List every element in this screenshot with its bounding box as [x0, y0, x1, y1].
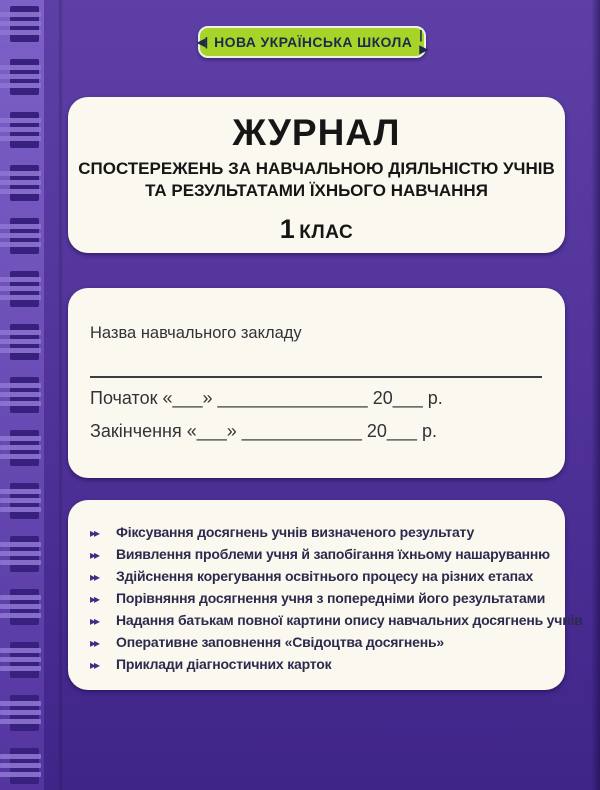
feature-item	[90, 546, 551, 568]
binding-wire-icon	[0, 21, 41, 26]
binding-wire-icon	[0, 348, 41, 353]
binding-wire-icon	[0, 242, 41, 247]
binding-wire-icon	[0, 551, 41, 556]
binding-wire-icon	[0, 12, 41, 17]
binding-wire-icon	[0, 648, 41, 653]
end-date-line: Закінчення «___» ____________ 20___ р.	[90, 421, 437, 441]
badge-right-arrow-icon: |▶	[419, 28, 428, 56]
binding-wire-icon	[0, 666, 41, 671]
binding-wire-icon	[0, 74, 41, 79]
binding-wire-icon	[0, 719, 41, 724]
binding-wire-icon	[0, 286, 41, 291]
binding-wire-icon	[0, 339, 41, 344]
start-date-line: Початок «___» _______________ 20___ р.	[90, 388, 443, 408]
double-chevron-bullet-icon: ▸▸	[90, 570, 99, 584]
binding-wire-icon	[0, 436, 41, 441]
binding-wire-icon	[0, 507, 41, 512]
badge-left-arrow-icon: ◀|	[196, 35, 208, 49]
binding-coil-unit	[0, 695, 44, 731]
feature-text: Виявлення проблеми учня й запобігання їхньому нашаруванню	[116, 546, 550, 562]
spiral-binding-rail	[0, 0, 44, 790]
binding-wire-icon	[0, 295, 41, 300]
binding-coil-unit	[0, 112, 44, 148]
binding-coil-unit	[0, 6, 44, 42]
binding-wire-icon	[0, 83, 41, 88]
binding-wire-icon	[0, 710, 41, 715]
binding-wire-icon	[0, 118, 41, 123]
school-name-label: Назва навчального закладу	[90, 324, 302, 342]
binding-coil-unit	[0, 536, 44, 572]
cover-fold-shadow	[58, 0, 63, 790]
binding-coil-unit	[0, 218, 44, 254]
binding-wire-icon	[0, 498, 41, 503]
binding-coil-unit	[0, 324, 44, 360]
title-card	[68, 97, 565, 253]
binding-coil-unit	[0, 377, 44, 413]
binding-wire-icon	[0, 30, 41, 35]
binding-coil-unit	[0, 165, 44, 201]
cover-right-edge-shadow	[591, 0, 600, 790]
binding-wire-icon	[0, 171, 41, 176]
binding-wire-icon	[0, 277, 41, 282]
binding-wire-icon	[0, 189, 41, 194]
double-chevron-bullet-icon: ▸▸	[90, 636, 99, 650]
school-name-blank-line	[90, 376, 542, 378]
binding-wire-icon	[0, 445, 41, 450]
double-chevron-bullet-icon: ▸▸	[90, 614, 99, 628]
feature-item	[90, 612, 583, 634]
feature-text: Порівняння досягнення учня з попередніми його результатами	[116, 590, 546, 606]
binding-wire-icon	[0, 180, 41, 185]
grade-line	[68, 214, 565, 245]
binding-wire-icon	[0, 657, 41, 662]
binding-wire-icon	[0, 754, 41, 759]
binding-coil-unit	[0, 59, 44, 95]
binding-coil-unit	[0, 589, 44, 625]
journal-subtitle-line2: ТА РЕЗУЛЬТАТАМИ ЇХНЬОГО НАВЧАННЯ	[145, 180, 488, 200]
binding-wire-icon	[0, 604, 41, 609]
journal-title: ЖУРНАЛ	[232, 112, 401, 153]
nus-series-badge	[198, 26, 426, 58]
binding-wire-icon	[0, 595, 41, 600]
feature-item	[90, 568, 551, 590]
binding-wire-icon	[0, 383, 41, 388]
double-chevron-bullet-icon: ▸▸	[90, 526, 99, 540]
binding-wire-icon	[0, 65, 41, 70]
feature-item	[90, 634, 551, 656]
school-info-card	[68, 288, 565, 478]
grade-label: КЛАС	[299, 221, 354, 243]
binding-wire-icon	[0, 763, 41, 768]
grade-number: 1	[279, 213, 295, 244]
feature-text: Надання батькам повної картини опису навчальних досягнень учнів	[116, 612, 583, 628]
feature-item	[90, 656, 551, 678]
badge-label: НОВА УКРАЇНСЬКА ШКОЛА	[214, 34, 413, 50]
feature-text: Оперативне заповнення «Свідоцтва досягнень»	[116, 634, 444, 650]
double-chevron-bullet-icon: ▸▸	[90, 658, 99, 672]
binding-coil-unit	[0, 642, 44, 678]
binding-coil-unit	[0, 271, 44, 307]
binding-wire-icon	[0, 454, 41, 459]
journal-subtitle-line1: СПОСТЕРЕЖЕНЬ ЗА НАВЧАЛЬНОЮ ДІЯЛЬНІСТЮ УЧНІВ	[78, 158, 555, 178]
binding-wire-icon	[0, 772, 41, 777]
binding-wire-icon	[0, 136, 41, 141]
binding-coil-unit	[0, 483, 44, 519]
feature-item	[90, 524, 551, 546]
binding-coil-unit	[0, 430, 44, 466]
binding-wire-icon	[0, 560, 41, 565]
binding-wire-icon	[0, 392, 41, 397]
features-card	[68, 500, 583, 690]
binding-wire-icon	[0, 330, 41, 335]
binding-wire-icon	[0, 233, 41, 238]
feature-text: Приклади діагностичних карток	[116, 656, 332, 672]
binding-wire-icon	[0, 127, 41, 132]
feature-text: Фіксування досягнень учнів визначеного результату	[116, 524, 475, 540]
feature-text: Здійснення корегування освітнього процесу на різних етапах	[116, 568, 534, 584]
binding-coil-unit	[0, 748, 44, 784]
features-list	[68, 500, 583, 678]
binding-wire-icon	[0, 489, 41, 494]
double-chevron-bullet-icon: ▸▸	[90, 592, 99, 606]
binding-wire-icon	[0, 542, 41, 547]
binding-wire-icon	[0, 613, 41, 618]
double-chevron-bullet-icon: ▸▸	[90, 548, 99, 562]
binding-wire-icon	[0, 701, 41, 706]
feature-item	[90, 590, 551, 612]
binding-wire-icon	[0, 401, 41, 406]
binding-wire-icon	[0, 224, 41, 229]
